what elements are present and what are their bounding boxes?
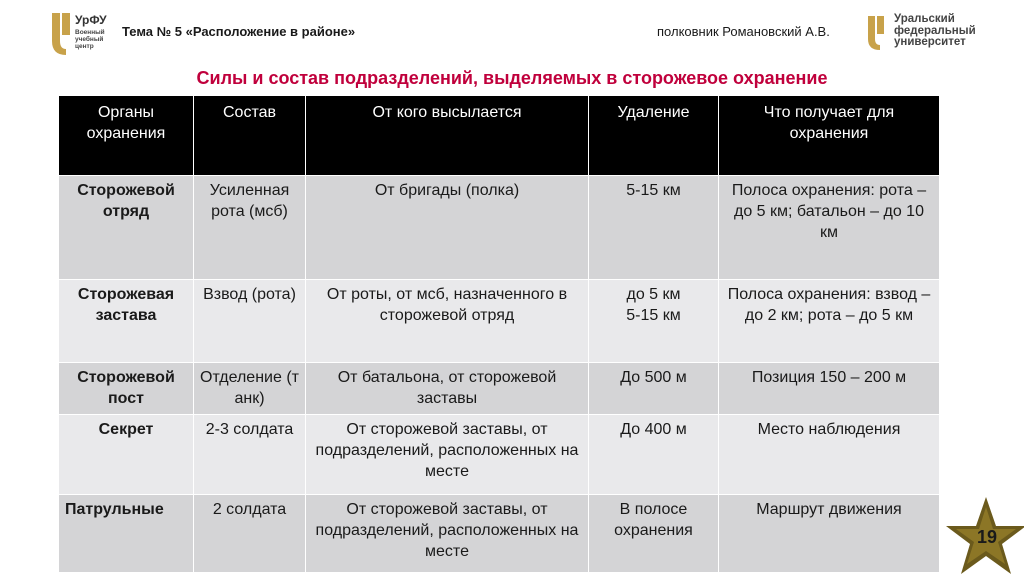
table-cell: до 5 км 5-15 км [589,280,719,363]
column-header: Что получает для охранения [719,96,940,176]
column-header: Удаление [589,96,719,176]
table-cell: В полосе охранения [589,495,719,573]
table-cell: От роты, от мсб, назначенного в сторожевой отряд [306,280,589,363]
table-row [59,495,940,573]
table-cell: До 500 м [589,363,719,415]
column-header: От кого высылается [306,96,589,176]
table-cell: От батальона, от сторожевой заставы [306,363,589,415]
table-cell: От бригады (полка) [306,176,589,280]
row-header-cell: Сторожевая застава [59,280,194,363]
row-header-cell: Секрет [59,415,194,495]
table-row [59,176,940,280]
table-cell: Усиленная рота (мсб) [194,176,306,280]
university-name-line: Уральский [894,13,955,25]
logo-subtitle: Военный учебный центр [75,29,105,50]
urfu-logo-icon [866,14,888,52]
table-cell: 5-15 км [589,176,719,280]
page-number: 19 [976,527,998,547]
table-cell: 2 солдата [194,495,306,573]
table-cell: От сторожевой заставы, от подразделений, расположенных на месте [306,495,589,573]
row-header-cell: Сторожевой отряд [59,176,194,280]
table-cell: От сторожевой заставы, от подразделений, расположенных на месте [306,415,589,495]
lecturer-name: полковник Романовский А.В. [657,24,830,39]
table-cell: Полоса охранения: рота – до 5 км; батальон – до 10 км [719,176,940,280]
university-name-line: университет [894,36,966,48]
table-row [59,415,940,495]
column-header: Состав [194,96,306,176]
table-cell: 2-3 солдата [194,415,306,495]
table-cell: Место наблюдения [719,415,940,495]
table-cell: До 400 м [589,415,719,495]
row-header-cell: Патрульные [59,495,194,573]
urfu-military-logo [50,11,112,61]
table-cell: Позиция 150 – 200 м [719,363,940,415]
university-name-line: федеральный [894,24,976,37]
guard-forces-table [58,95,940,573]
table-header-row [59,96,940,176]
logo-brand: УрФУ [75,13,107,27]
table-cell: Полоса охранения: взвод – до 2 км; рота – до 5 км [719,280,940,363]
university-name [894,14,976,49]
table-cell: Отделение (танк) [194,363,306,415]
urfu-logo-icon [50,11,74,57]
table-cell: Взвод (рота) [194,280,306,363]
table-cell: Маршрут движения [719,495,940,573]
column-header: Органы охранения [59,96,194,176]
table-row [59,363,940,415]
lecture-topic: Тема № 5 «Расположение в районе» [122,24,356,39]
urfu-university-logo [866,14,1006,54]
slide-title: Силы и состав подразделений, выделяемых в сторожевое охранение [196,68,828,88]
table-row [59,280,940,363]
slide-header [0,0,1024,62]
row-header-cell: Сторожевой пост [59,363,194,415]
